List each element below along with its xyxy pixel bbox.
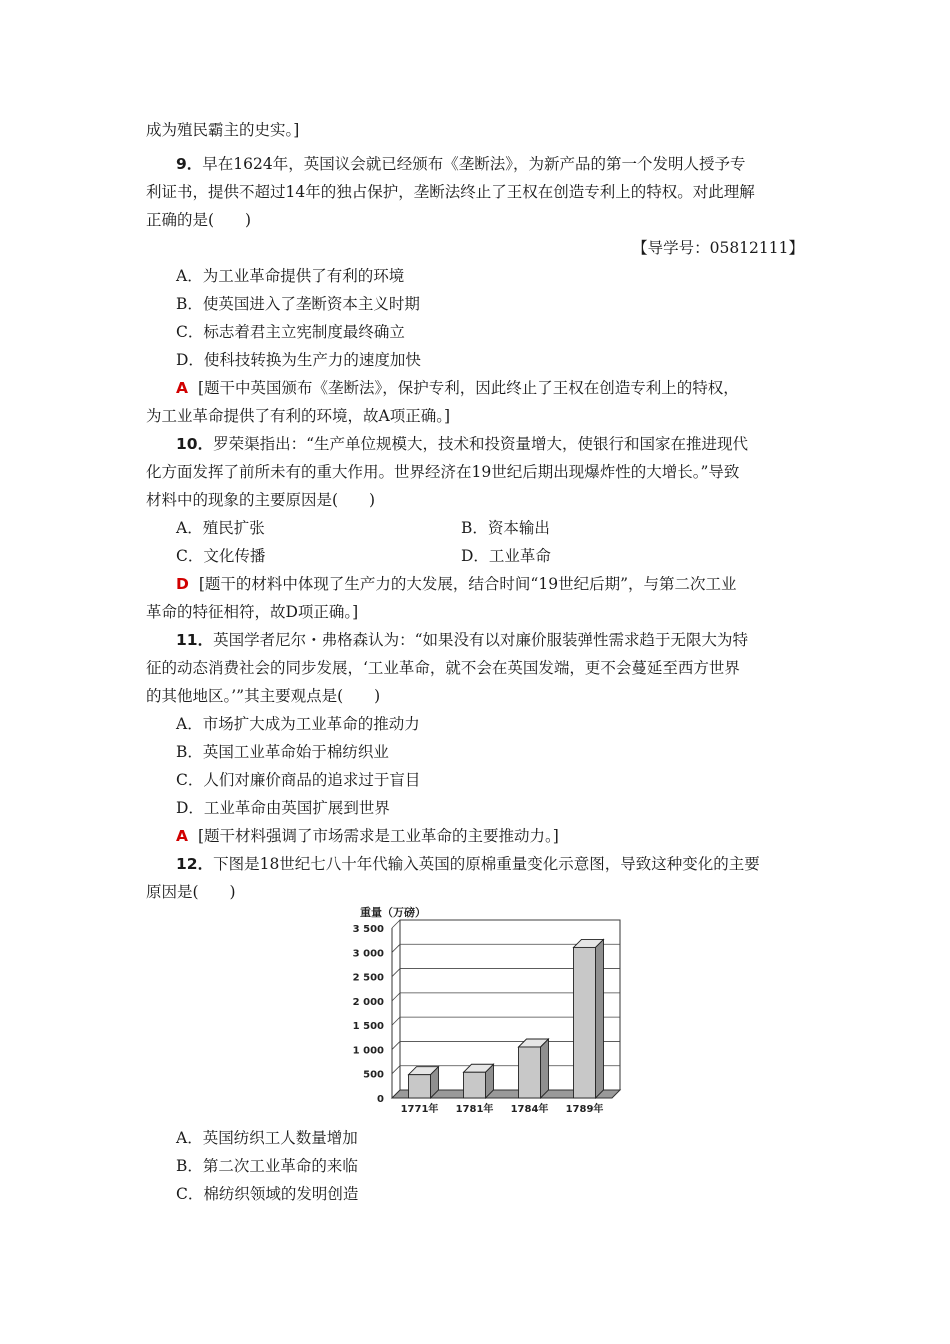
q9-number: 9． — [176, 155, 203, 173]
q10-explanation-2: 革命的特征相符，故D项正确。] — [146, 603, 359, 621]
cotton-import-bar-chart — [330, 898, 630, 1114]
q9-option-d[interactable]: D．使科技转换为生产力的速度加快 — [176, 351, 421, 369]
q11-option-c[interactable]: C．人们对廉价商品的追求过于盲目 — [176, 771, 421, 789]
q10-answer: D — [176, 575, 189, 593]
y-tick-label: 500 — [363, 1069, 384, 1081]
guide-number: 【导学号：05812111】 — [632, 239, 804, 257]
q11-answer: A — [176, 827, 188, 845]
q12-option-a[interactable]: A．英国纺织工人数量增加 — [176, 1129, 358, 1147]
q11-number: 11． — [176, 631, 214, 649]
gridline-side — [392, 1066, 400, 1074]
gridline-side — [392, 1041, 400, 1049]
q11-option-d[interactable]: D．工业革命由英国扩展到世界 — [176, 799, 390, 817]
q9-explanation-2: 为工业革命提供了有利的环境，故A项正确。] — [146, 407, 450, 425]
q9-option-c[interactable]: C．标志着君主立宪制度最终确立 — [176, 323, 405, 341]
q11-line-1: 11．英国学者尼尔・弗格森认为：“如果没有以对廉价服装弹性需求趋于无限大为特 — [176, 631, 749, 649]
q11-explanation-1: A [题干材料强调了市场需求是工业革命的主要推动力。] — [176, 827, 559, 845]
q10-option-b[interactable]: B．资本输出 — [461, 519, 550, 537]
x-tick-label: 1784年 — [510, 1104, 549, 1114]
q9-explanation-1: A [题干中英国颁布《垄断法》，保护专利，因此终止了王权在创造专利上的特权， — [176, 379, 739, 397]
y-tick-label: 0 — [377, 1094, 384, 1105]
gridline-side — [392, 969, 400, 977]
bar — [519, 1047, 541, 1098]
y-tick-label: 2 000 — [352, 996, 384, 1008]
y-tick-label: 3 500 — [352, 924, 384, 935]
q9-answer: A — [176, 379, 188, 397]
q12-line-2: 原因是( ) — [146, 883, 236, 901]
q12-option-c[interactable]: C．棉纺织领域的发明创造 — [176, 1185, 359, 1203]
q9-option-a[interactable]: A．为工业革命提供了有利的环境 — [176, 267, 405, 285]
x-tick-label: 1781年 — [455, 1104, 494, 1114]
q10-option-c[interactable]: C．文化传播 — [176, 547, 266, 565]
x-tick-label: 1771年 — [400, 1104, 439, 1114]
previous-answer-tail: 成为殖民霸主的史实。] — [146, 121, 300, 139]
x-tick-label: 1789年 — [565, 1104, 604, 1114]
gridline-side — [392, 944, 400, 952]
q10-option-a[interactable]: A．殖民扩张 — [176, 519, 265, 537]
bar-side — [541, 1039, 549, 1098]
bar — [464, 1072, 486, 1098]
q11-line-3: 的其他地区。’”其主要观点是( ) — [146, 687, 381, 705]
y-tick-label: 2 500 — [352, 972, 384, 984]
q12-option-b[interactable]: B．第二次工业革命的来临 — [176, 1157, 358, 1175]
q10-option-d[interactable]: D．工业革命 — [461, 547, 551, 565]
q10-line-3: 材料中的现象的主要原因是( ) — [146, 491, 376, 509]
gridline-side — [392, 1017, 400, 1025]
q9-option-b[interactable]: B．使英国进入了垄断资本主义时期 — [176, 295, 420, 313]
q9-line-3: 正确的是( ) — [146, 211, 252, 229]
q10-line-1: 10．罗荣渠指出：“生产单位规模大，技术和投资量增大，使银行和国家在推进现代 — [176, 435, 749, 453]
q10-explanation-1: D [题干的材料中体现了生产力的大发展，结合时间“19世纪后期”，与第二次工业 — [176, 575, 737, 593]
y-tick-label: 1 500 — [352, 1021, 384, 1033]
q11-line-2: 征的动态消费社会的同步发展，‘工业革命，就不会在英国发端，更不会蔓延至西方世界 — [146, 659, 740, 677]
bar — [574, 947, 596, 1098]
q9-line-1: 9．早在1624年，英国议会就已经颁布《垄断法》，为新产品的第一个发明人授予专 — [176, 155, 746, 173]
y-tick-label: 1 000 — [352, 1045, 384, 1057]
q11-option-a[interactable]: A．市场扩大成为工业革命的推动力 — [176, 715, 420, 733]
q11-option-b[interactable]: B．英国工业革命始于棉纺织业 — [176, 743, 389, 761]
q12-line-1: 12．下图是18世纪七八十年代输入英国的原棉重量变化示意图，导致这种变化的主要 — [176, 855, 760, 873]
y-axis-label: 重量（万磅） — [360, 906, 426, 919]
q12-number: 12． — [176, 855, 214, 873]
gridline-side — [392, 993, 400, 1001]
y-tick-label: 3 000 — [352, 948, 384, 960]
bar-side — [596, 939, 604, 1098]
q10-line-2: 化方面发挥了前所未有的重大作用。世界经济在19世纪后期出现爆炸性的大增长。”导致 — [146, 463, 740, 481]
q10-number: 10． — [176, 435, 214, 453]
gridline-side — [392, 920, 400, 928]
bar — [409, 1075, 431, 1098]
q9-line-2: 利证书，提供不超过14年的独占保护，垄断法终止了王权在创造专利上的特权。对此理解 — [146, 183, 755, 201]
